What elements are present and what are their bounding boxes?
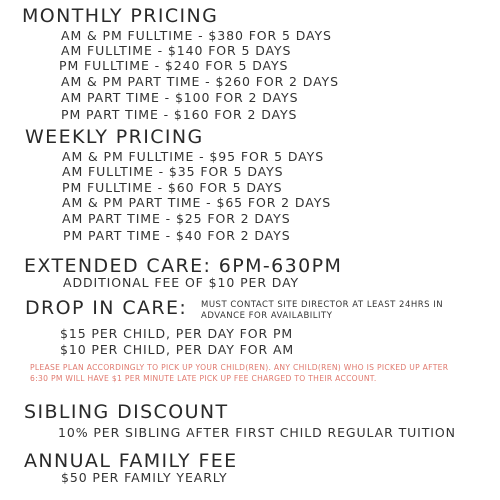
extended-care-heading: EXTENDED CARE: 6PM-630PM <box>24 255 343 277</box>
drop-in-care-heading: DROP IN CARE: <box>25 297 188 319</box>
extended-care-fee: ADDITIONAL FEE OF $10 PER DAY <box>63 275 300 290</box>
late-pickup-notice: PLEASE PLAN ACCORDINGLY TO PICK UP YOUR CHILD(REN). ANY CHILD(REN) WHO IS PICKED UP AFTER 6:30 PM WILL HAVE $1 PER MINUTE LATE PICK UP FEE CHARGED TO THEIR ACCOUNT. <box>30 363 449 383</box>
weekly-item: PM FULLTIME - $60 FOR 5 DAYS <box>62 180 283 195</box>
monthly-item: AM & PM FULLTIME - $380 FOR 5 DAYS <box>61 28 332 43</box>
monthly-pricing-heading: MONTHLY PRICING <box>22 5 219 27</box>
monthly-item: PM FULLTIME - $240 FOR 5 DAYS <box>59 58 289 73</box>
drop-in-item: $10 PER CHILD, PER DAY FOR AM <box>60 342 295 357</box>
monthly-item: AM FULLTIME - $140 FOR 5 DAYS <box>61 43 292 58</box>
weekly-item: AM PART TIME - $25 FOR 2 DAYS <box>62 211 291 226</box>
monthly-item: AM & PM PART TIME - $260 FOR 2 DAYS <box>61 74 339 89</box>
weekly-item: AM & PM PART TIME - $65 FOR 2 DAYS <box>62 195 332 210</box>
annual-family-fee-heading: ANNUAL FAMILY FEE <box>24 450 238 472</box>
sibling-discount-heading: SIBLING DISCOUNT <box>24 401 229 423</box>
monthly-item: PM PART TIME - $160 FOR 2 DAYS <box>61 107 298 122</box>
weekly-pricing-heading: WEEKLY PRICING <box>25 126 204 148</box>
drop-in-care-note: MUST CONTACT SITE DIRECTOR AT LEAST 24HRS IN ADVANCE FOR AVAILABILITY <box>201 300 444 321</box>
sibling-discount-detail: 10% PER SIBLING AFTER FIRST CHILD REGULAR TUITION <box>58 425 456 440</box>
weekly-item: AM & PM FULLTIME - $95 FOR 5 DAYS <box>62 149 325 164</box>
drop-in-item: $15 PER CHILD, PER DAY FOR PM <box>60 326 294 341</box>
weekly-item: AM FULLTIME - $35 FOR 5 DAYS <box>62 164 284 179</box>
annual-family-fee-detail: $50 PER FAMILY YEARLY <box>61 470 228 485</box>
weekly-item: PM PART TIME - $40 FOR 2 DAYS <box>63 228 291 243</box>
monthly-item: AM PART TIME - $100 FOR 2 DAYS <box>61 90 299 105</box>
